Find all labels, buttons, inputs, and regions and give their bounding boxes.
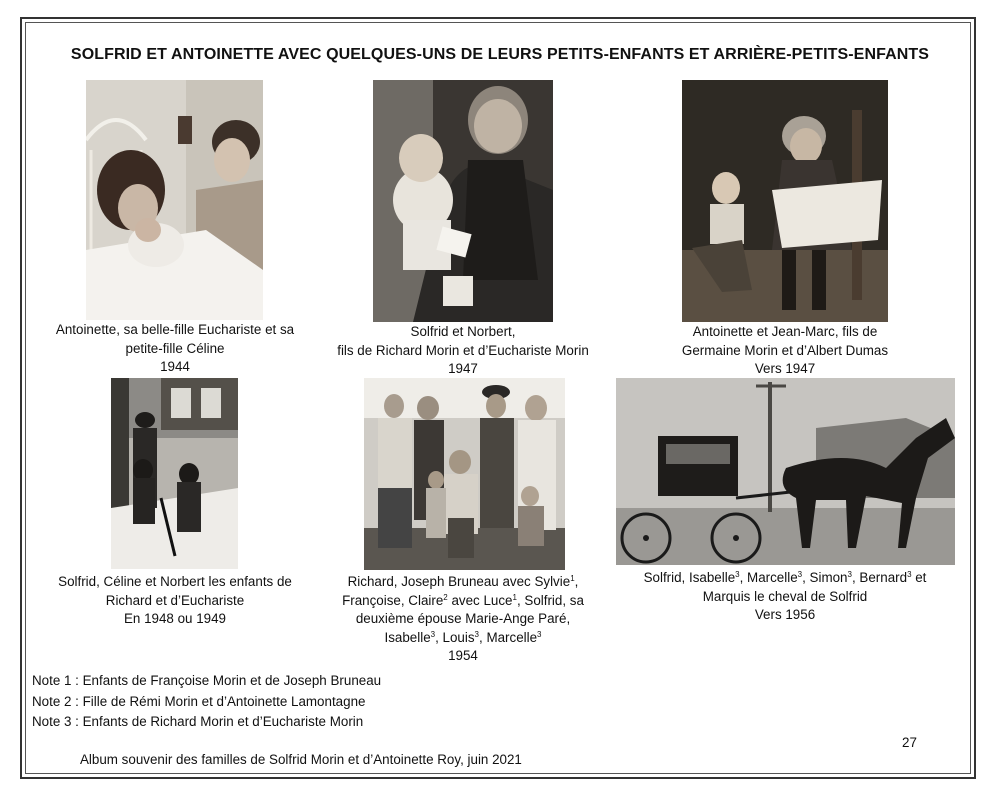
caption-line bbox=[318, 592, 608, 611]
caption-date: 1944 bbox=[160, 359, 190, 374]
caption-date: En 1948 ou 1949 bbox=[123, 611, 226, 626]
page-number: 27 bbox=[902, 735, 917, 750]
note-ref: 3 bbox=[797, 570, 803, 579]
caption-line: Solfrid et Norbert, bbox=[410, 324, 516, 339]
caption-text: Isabelle bbox=[384, 629, 431, 645]
caption-line: petite-fille Céline bbox=[125, 340, 225, 356]
note-ref: 3 bbox=[537, 629, 542, 639]
caption-line: Germaine Morin et d’Albert Dumas bbox=[681, 342, 889, 358]
photo-antoinette-jean-marc bbox=[682, 80, 888, 322]
caption-date: Vers 1956 bbox=[754, 607, 816, 622]
photo-family-group-1954 bbox=[364, 378, 565, 570]
caption-text: Françoise, Claire bbox=[342, 592, 444, 608]
photo-6-caption bbox=[630, 569, 940, 625]
caption-text: et bbox=[911, 570, 927, 585]
notes bbox=[32, 671, 381, 733]
photo-antoinette-euchariste-celine bbox=[86, 80, 263, 320]
caption-line: deuxième épouse Marie-Ange Paré, bbox=[355, 611, 571, 626]
photo-2-caption bbox=[318, 323, 608, 379]
note-ref: 3 bbox=[907, 570, 912, 579]
note-1: Note 1 : Enfants de Françoise Morin et de Joseph Bruneau bbox=[32, 673, 382, 688]
caption-line: fils de Richard Morin et d’Euchariste Morin bbox=[337, 342, 589, 358]
note-ref: 2 bbox=[443, 592, 448, 602]
caption-line: Marquis le cheval de Solfrid bbox=[702, 588, 868, 604]
caption-text: , Simon bbox=[802, 570, 848, 585]
caption-text: Solfrid, Isabelle bbox=[643, 570, 736, 585]
page-title: SOLFRID ET ANTOINETTE AVEC QUELQUES-UNS DE LEURS PETITS-ENFANTS ET ARRIÈRE-PETITS-ENFANTS bbox=[70, 46, 930, 63]
caption-text: , Solfrid, sa bbox=[516, 592, 584, 608]
caption-text: , Louis bbox=[435, 629, 475, 645]
note-ref: 3 bbox=[847, 570, 852, 579]
footer: Album souvenir des familles de Solfrid Morin et d’Antoinette Roy, juin 2021 bbox=[80, 752, 522, 767]
note-ref: 1 bbox=[512, 592, 517, 602]
caption-date: Vers 1947 bbox=[754, 361, 816, 376]
caption-line: Antoinette, sa belle-fille Euchariste et sa bbox=[55, 322, 295, 337]
photo-4-caption bbox=[30, 573, 320, 629]
caption-line bbox=[318, 629, 608, 648]
caption-line: Antoinette et Jean-Marc, fils de bbox=[692, 324, 878, 339]
note-ref: 3 bbox=[430, 629, 436, 639]
note-ref: 3 bbox=[735, 570, 740, 579]
note-ref: 1 bbox=[570, 574, 575, 583]
caption-text: , Marcelle bbox=[739, 570, 798, 585]
note-ref: 3 bbox=[474, 629, 479, 639]
caption-text: avec Luce bbox=[447, 592, 513, 608]
caption-text: , Bernard bbox=[851, 570, 908, 585]
note-2: Note 2 : Fille de Rémi Morin et d’Antoinette Lamontagne bbox=[32, 693, 366, 709]
caption-line: Solfrid, Céline et Norbert les enfants de bbox=[58, 574, 292, 589]
caption-text: , Marcelle bbox=[479, 629, 538, 645]
photo-solfrid-celine-norbert bbox=[111, 378, 238, 569]
caption-text: Richard, Joseph Bruneau avec Sylvie bbox=[347, 574, 571, 589]
caption-date: 1947 bbox=[448, 361, 478, 376]
caption-line: Richard et d’Euchariste bbox=[105, 592, 245, 608]
caption-text: , bbox=[574, 574, 579, 589]
photo-solfrid-norbert bbox=[373, 80, 553, 322]
caption-line bbox=[630, 569, 940, 588]
caption-date: 1954 bbox=[448, 648, 478, 663]
note-3: Note 3 : Enfants de Richard Morin et d’Euchariste Morin bbox=[32, 714, 364, 729]
caption-line bbox=[318, 573, 608, 592]
photo-5-caption bbox=[318, 573, 608, 666]
photo-1-caption bbox=[30, 321, 320, 377]
photo-3-caption bbox=[640, 323, 930, 379]
photo-buggy-horse-marquis bbox=[616, 378, 955, 565]
